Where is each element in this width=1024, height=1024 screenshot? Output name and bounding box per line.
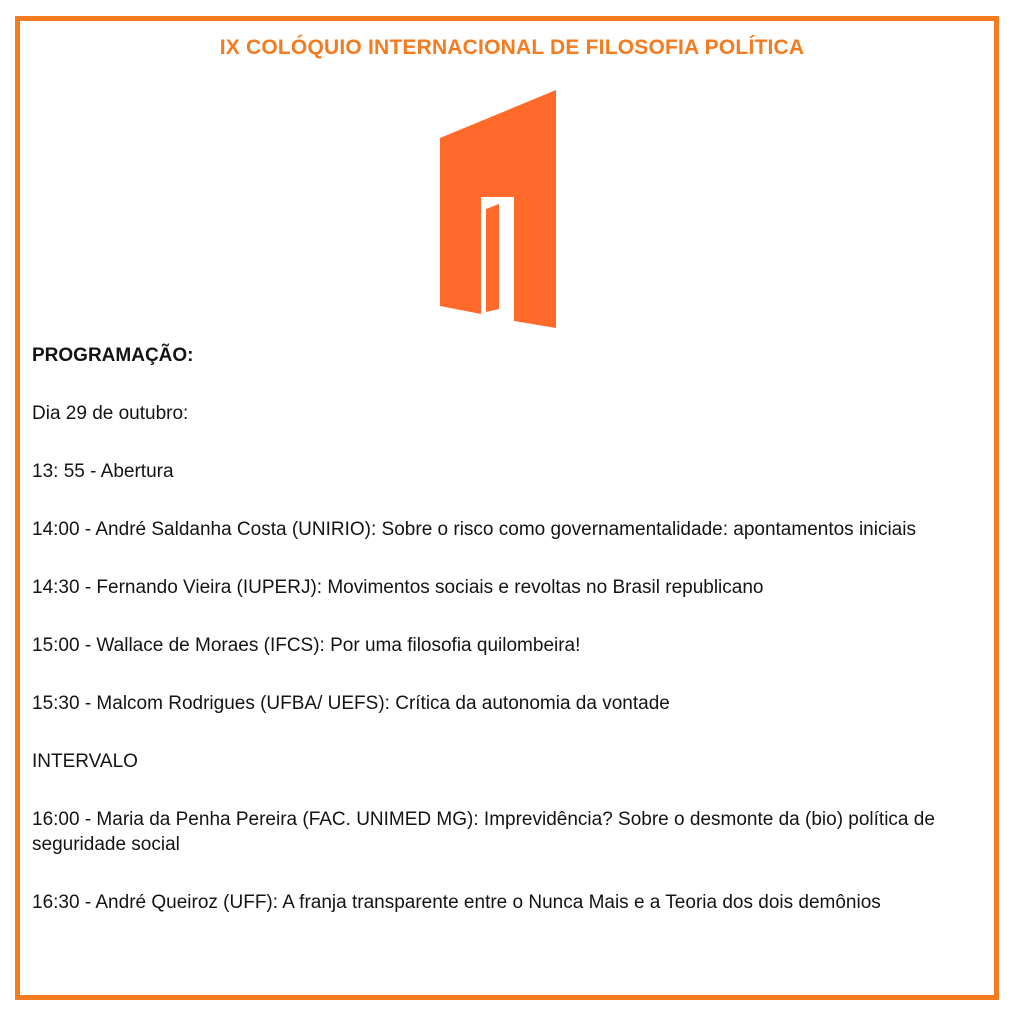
page-title: IX COLÓQUIO INTERNACIONAL DE FILOSOFIA POLÍTICA (219, 36, 805, 59)
program-item-pereira: 16:00 - Maria da Penha Pereira (FAC. UNIMED MG): Imprevidência? Sobre o desmonte da (bio) política de seguridade social (32, 809, 935, 855)
program-item-vieira: 14:30 - Fernando Vieira (IUPERJ): Movimentos sociais e revoltas no Brasil republicano (32, 577, 764, 598)
door-icon (432, 88, 564, 328)
program-item-rodrigues: 15:30 - Malcom Rodrigues (UFBA/ UEFS): Crítica da autonomia da vontade (32, 693, 670, 714)
program-item-intervalo: INTERVALO (32, 751, 138, 772)
program-item-saldanha: 14:00 - André Saldanha Costa (UNIRIO): Sobre o risco como governamentalidade: apontamentos iniciais (32, 519, 916, 540)
program-heading: PROGRAMAÇÃO: (32, 345, 194, 366)
program-item-opening: 13: 55 - Abertura (32, 461, 174, 482)
program (32, 343, 982, 948)
program-item-queiroz: 16:30 - André Queiroz (UFF): A franja transparente entre o Nunca Mais e a Teoria dos dois demônios (32, 892, 881, 913)
program-day: Dia 29 de outubro: (32, 403, 189, 424)
program-item-moraes: 15:00 - Wallace de Moraes (IFCS): Por uma filosofia quilombeira! (32, 635, 581, 656)
